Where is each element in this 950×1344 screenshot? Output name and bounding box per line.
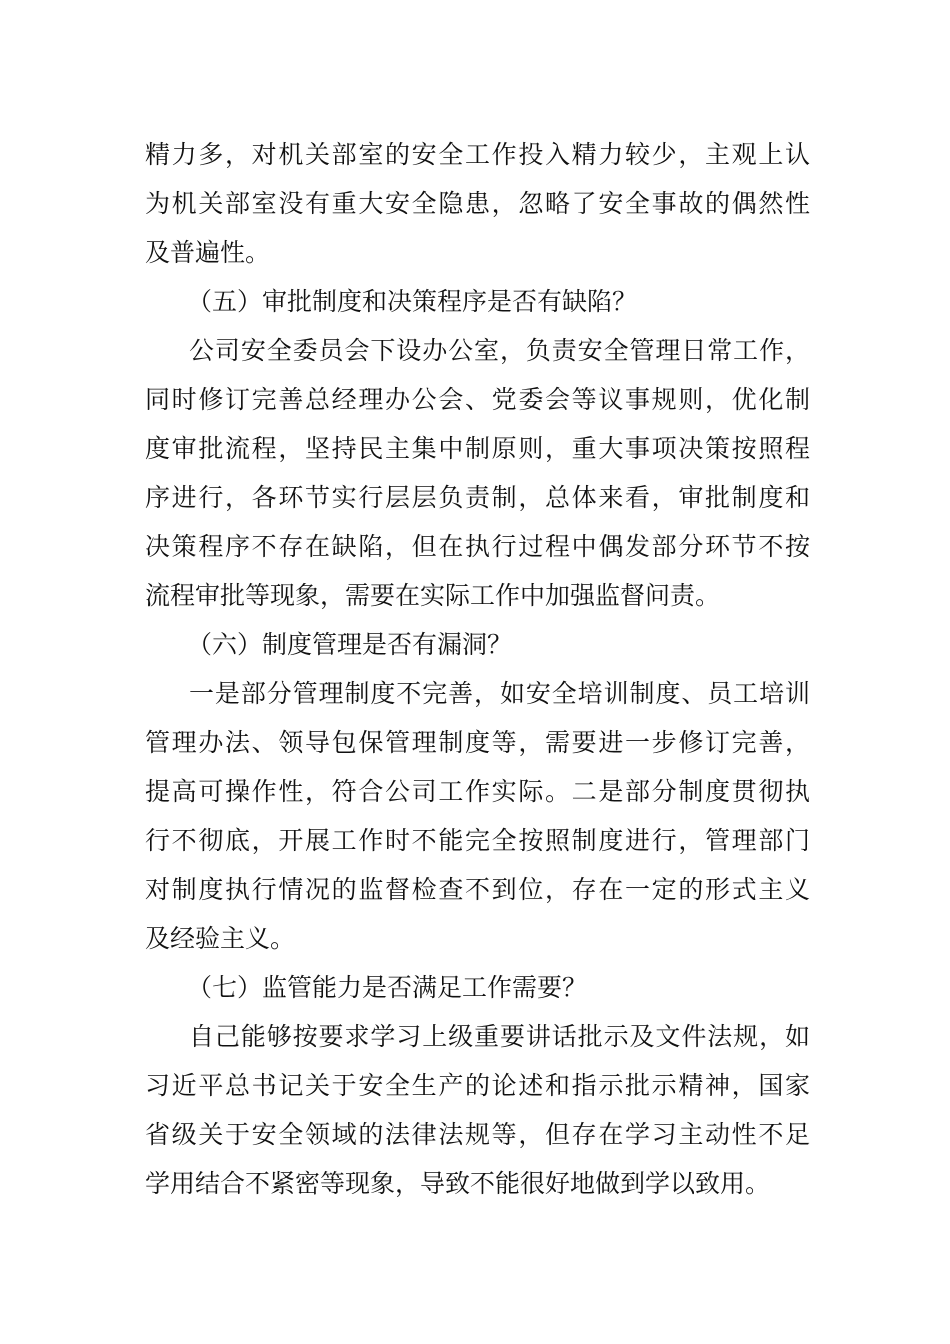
paragraph-line: 精力多，对机关部室的安全工作投入精力较少，主观上认 — [145, 140, 810, 169]
paragraph-line: 流程审批等现象，需要在实际工作中加强监督问责。 — [145, 581, 721, 610]
body-paragraph — [145, 326, 810, 620]
paragraph-line: 及普遍性。 — [145, 238, 271, 267]
paragraph-line: 为机关部室没有重大安全隐患，忽略了安全事故的偶然性 — [145, 189, 810, 218]
document-body — [145, 130, 810, 1208]
heading-text: （五）审批制度和决策程序是否有缺陷？ — [187, 287, 638, 316]
paragraph-line: 公司安全委员会下设办公室，负责安全管理日常工作， — [189, 336, 810, 365]
paragraph-line: 序进行，各环节实行层层负责制，总体来看，审批制度和 — [145, 483, 810, 512]
paragraph-line: 习近平总书记关于安全生产的论述和指示批示精神，国家 — [145, 1071, 810, 1100]
paragraph-line: 决策程序不存在缺陷，但在执行过程中偶发部分环节不按 — [145, 532, 810, 561]
heading-text: （六）制度管理是否有漏洞？ — [187, 630, 513, 659]
paragraph-line: 管理办法、领导包保管理制度等，需要进一步修订完善， — [145, 728, 810, 757]
paragraph-line: 对制度执行情况的监督检查不到位，存在一定的形式主义 — [145, 875, 810, 904]
section-heading — [145, 620, 810, 669]
body-paragraph — [145, 130, 810, 277]
paragraph-line: 及经验主义。 — [145, 924, 296, 953]
paragraph-line: 一是部分管理制度不完善，如安全培训制度、员工培训 — [189, 679, 810, 708]
paragraph-line: 提高可操作性，符合公司工作实际。二是部分制度贯彻执 — [145, 777, 810, 806]
section-heading — [145, 277, 810, 326]
paragraph-line: 同时修订完善总经理办公会、党委会等议事规则，优化制 — [145, 385, 810, 414]
paragraph-line: 学用结合不紧密等现象，导致不能很好地做到学以致用。 — [145, 1169, 771, 1198]
section-heading — [145, 963, 810, 1012]
heading-text: （七）监管能力是否满足工作需要？ — [187, 973, 588, 1002]
paragraph-line: 省级关于安全领域的法律法规等，但存在学习主动性不足 — [145, 1120, 810, 1149]
paragraph-line: 度审批流程，坚持民主集中制原则，重大事项决策按照程 — [145, 434, 810, 463]
body-paragraph — [145, 1012, 810, 1208]
body-paragraph — [145, 669, 810, 963]
paragraph-line: 自己能够按要求学习上级重要讲话批示及文件法规，如 — [189, 1022, 810, 1051]
paragraph-line: 行不彻底，开展工作时不能完全按照制度进行，管理部门 — [145, 826, 810, 855]
